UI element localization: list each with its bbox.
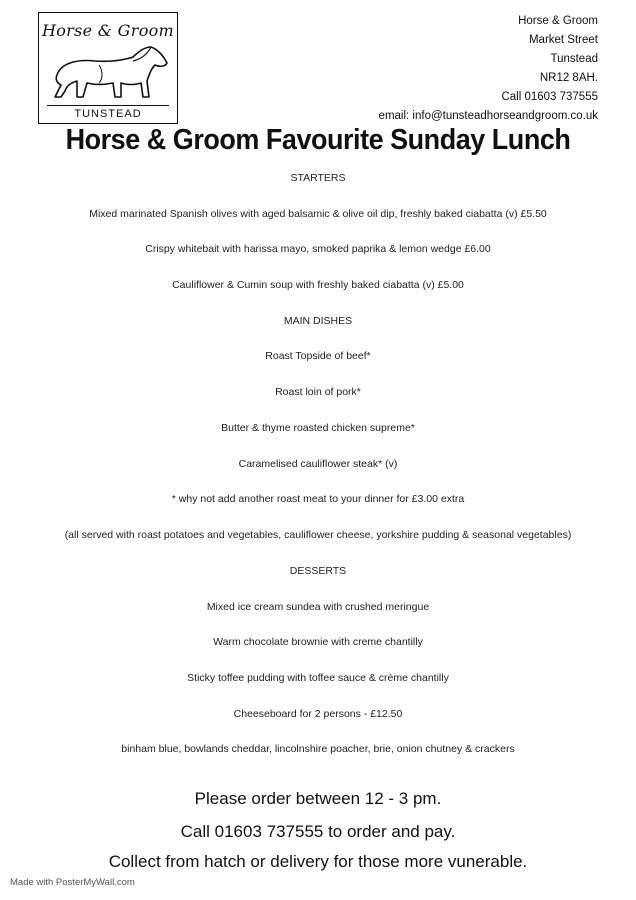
horse-icon [47, 41, 171, 103]
collection-note: Collect from hatch or delivery for those more vunerable. [108, 852, 528, 871]
served-with-note: (all served with roast potatoes and vegetables, cauliflower cheese, yorkshire pudding & seasonal vegetables) [64, 529, 572, 541]
address-phone: Call 01603 737555 [501, 91, 598, 103]
logo-title: Horse & Groom [41, 21, 175, 40]
credit-text: Made with PosterMyWall.com [10, 877, 135, 888]
main-item: Caramelised cauliflower steak* (v) [238, 458, 398, 470]
main-item: Roast loin of pork* [275, 386, 361, 398]
address-email: email: info@tunsteadhorseandgroom.co.uk [378, 110, 598, 122]
main-item: Butter & thyme roasted chicken supreme* [221, 422, 415, 434]
address-block [379, 12, 598, 126]
starters-heading: STARTERS [290, 172, 346, 184]
dessert-item: Mixed ice cream sundea with crushed meringue [206, 601, 430, 613]
page-title: Horse & Groom Favourite Sunday Lunch [65, 124, 571, 156]
logo-town: TUNSTEAD [74, 108, 142, 120]
dessert-item: Sticky toffee pudding with toffee sauce & crème chantilly [187, 672, 449, 684]
logo [38, 12, 178, 124]
extra-roast-note: * why not add another roast meat to your dinner for £3.00 extra [171, 493, 465, 505]
mains-heading: MAIN DISHES [283, 315, 353, 327]
order-time: Please order between 12 - 3 pm. [194, 789, 442, 808]
address-town: Tunstead [550, 53, 598, 65]
address-name: Horse & Groom [518, 15, 598, 27]
starter-item: Mixed marinated Spanish olives with aged balsamic & olive oil dip, freshly baked ciabatta (v) £5.50 [89, 208, 547, 220]
starter-item: Cauliflower & Cumin soup with freshly baked ciabatta (v) £5.00 [172, 279, 464, 291]
address-postcode: NR12 8AH. [539, 72, 598, 84]
dessert-item: Warm chocolate brownie with creme chantilly [213, 636, 423, 648]
starter-item: Crispy whitebait with harissa mayo, smoked paprika & lemon wedge £6.00 [145, 243, 491, 255]
address-street: Market Street [528, 34, 598, 46]
order-phone: Call 01603 737555 to order and pay. [180, 822, 456, 841]
desserts-heading: DESSERTS [289, 565, 347, 577]
cheese-description: binham blue, bowlands cheddar, lincolnshire poacher, brie, onion chutney & crackers [121, 743, 515, 755]
logo-divider [47, 105, 169, 106]
dessert-item: Cheeseboard for 2 persons - £12.50 [233, 708, 403, 720]
main-item: Roast Topside of beef* [265, 350, 371, 362]
